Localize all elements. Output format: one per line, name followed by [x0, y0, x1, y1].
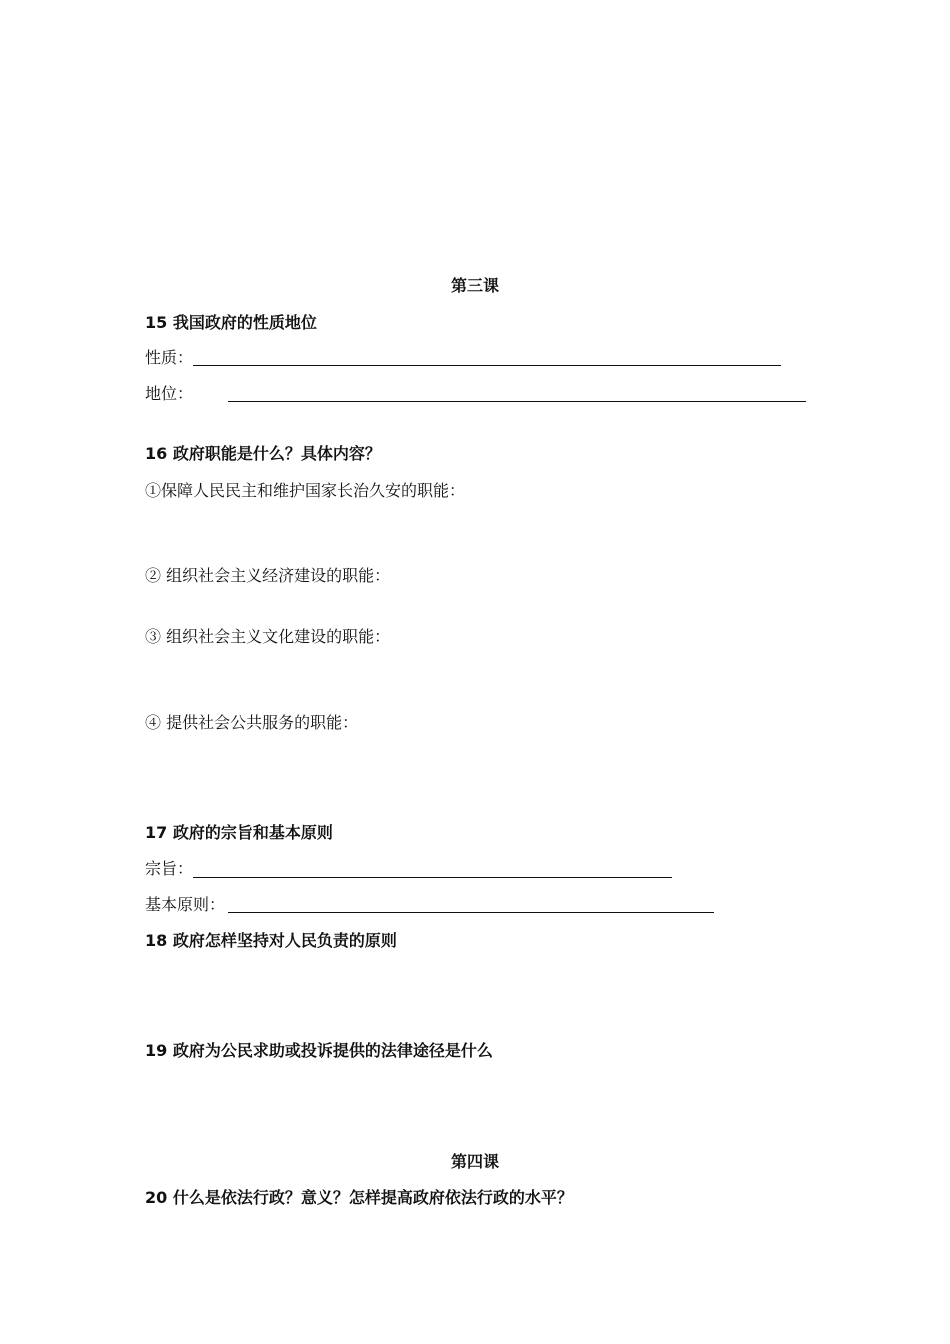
status-answer-line[interactable]: [228, 401, 806, 402]
q18-title: 18 政府怎样坚持对人民负责的原则: [145, 931, 397, 950]
status-label: 地位：: [145, 384, 194, 403]
q19-title: 19 政府为公民求助或投诉提供的法律途径是什么: [145, 1041, 493, 1060]
nature-answer-line[interactable]: [193, 365, 781, 366]
q17-title: 17 政府的宗旨和基本原则: [145, 823, 333, 842]
q16-item-1: ①保障人民民主和维护国家长治久安的职能：: [145, 481, 466, 500]
purpose-answer-line[interactable]: [193, 877, 672, 878]
lesson3-title: 第三课: [450, 276, 499, 295]
lesson4-title: 第四课: [450, 1152, 499, 1171]
principle-label: 基本原则：: [145, 895, 226, 914]
principle-answer-line[interactable]: [228, 912, 714, 913]
q16-item-2: ② 组织社会主义经济建设的职能：: [145, 566, 391, 585]
nature-label: 性质：: [145, 348, 194, 367]
purpose-label: 宗旨：: [145, 859, 194, 878]
q16-item-4: ④ 提供社会公共服务的职能：: [145, 713, 359, 732]
q16-title: 16 政府职能是什么？具体内容？: [145, 444, 381, 463]
q20-title: 20 什么是依法行政？意义？怎样提高政府依法行政的水平？: [145, 1188, 573, 1207]
q16-item-3: ③ 组织社会主义文化建设的职能：: [145, 627, 391, 646]
q15-title: 15 我国政府的性质地位: [145, 313, 317, 332]
